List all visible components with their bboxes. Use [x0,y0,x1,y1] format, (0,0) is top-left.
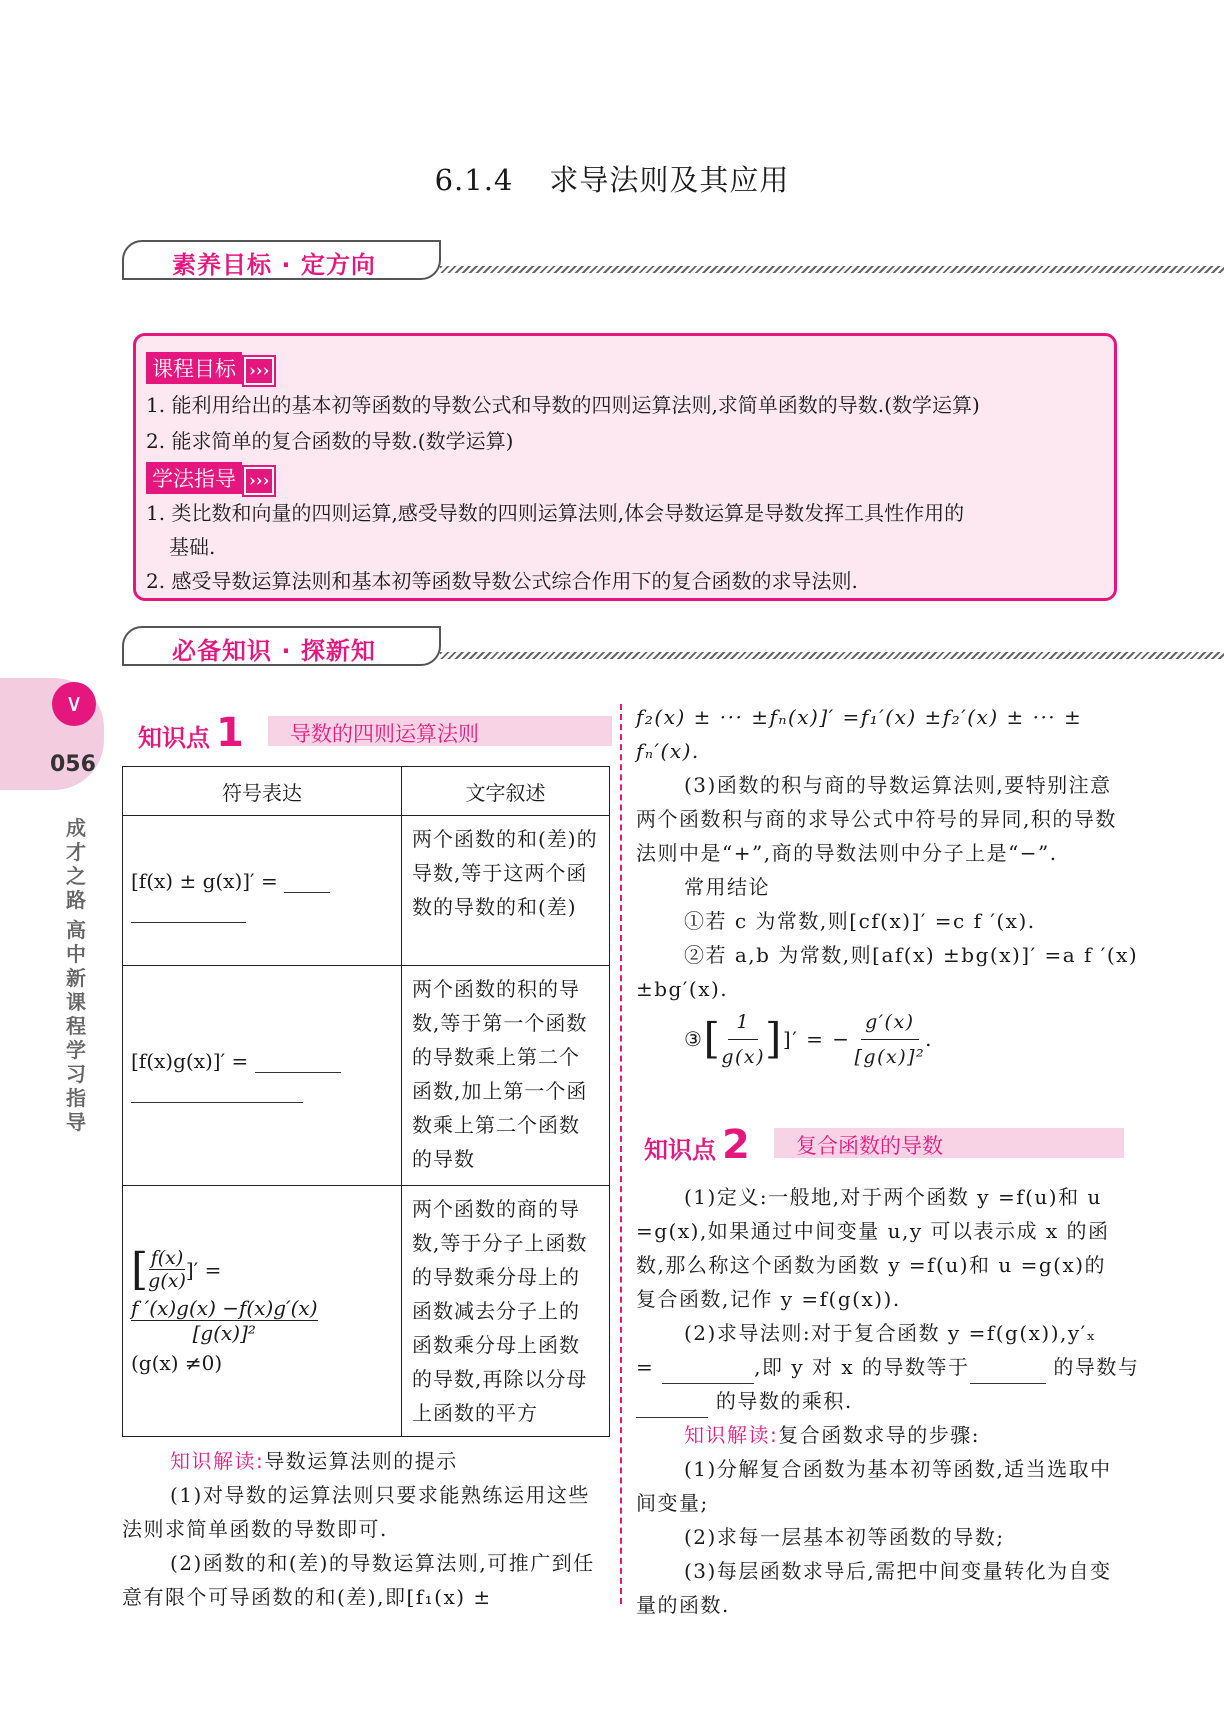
product-rule-expr: [f(x)g(x)]′ = [131,1048,249,1073]
conclusion-3-mid: ]′ = − [782,1027,851,1051]
sum-rule-text: 两个函数的和(差)的导数,等于这两个函数的导数的和(差) [402,816,610,966]
composite-section [636,1180,1140,1622]
kp-number: 2 [722,1122,750,1168]
page-title [0,158,1224,199]
section-header-label: 素养目标 · 定方向 [172,251,376,279]
product-rule-text: 两个函数的积的导数,等于第一个函数的导数乘上第二个函数,加上第一个函数乘上第二个函数的导数 [402,966,610,1186]
frac-den-2: [g(x)]² [854,1045,926,1068]
answer-blank [636,1397,708,1418]
method-guide-1: 1. 类比数和向量的四则运算,感受导数的四则运算法则,体会导数运算是导数发挥工具性作用的 [146,501,965,525]
note-3: (3)函数的积与商的导数运算法则,要特别注意两个函数积与商的求导公式中符号的异同,积的导数法则中是“+”,商的导数法则中分子上是“−”. [636,773,1117,865]
composite-definition: (1)定义:一般地,对于两个函数 y =f(u)和 u =g(x),如果通过中间变量 u,y 可以表示成 x 的函数,那么称这个函数为函数 y =f(u)和 u =g(x)的复合函数,记作 y =f(g(x)). [636,1185,1110,1311]
frac-num: 1 [728,1005,758,1040]
table-row [123,816,610,966]
reading-heading: 复合函数求导的步骤: [778,1423,980,1447]
chevron-right-icon: ››› [244,467,274,495]
sum-rule-expr: [f(x) ± g(x)]′ = [131,868,278,893]
reading-label: 知识解读: [684,1423,779,1447]
section-number: 6.1.4 [434,163,514,197]
sum-rule-continued: f₂(x) ± ··· ±fₙ(x)]′ =f₁′(x) ±f₂′(x) ± ··· ± [636,705,1083,729]
conclusion-3: ③ [ $\frac{1}{g(x)}$ ] ]′ = − $\frac{g'(x)}{\text{[g(x)]²}}$ . [636,1006,1124,1072]
reading-para-1: (1)对导数的运算法则只要求能熟练运用这些法则求简单函数的导数即可. [122,1483,590,1541]
quotient-condition: (g(x) ≠0) [131,1351,223,1375]
right-column [636,700,1139,1072]
course-goal-2: 2. 能求简单的复合函数的导数.(数学运算) [146,429,514,453]
rule-text-end: 的导数与 [1053,1355,1140,1379]
common-conclusion-heading: 常用结论 [684,875,770,899]
hatch-divider [440,266,1224,273]
knowledge-point-2 [644,1122,1134,1168]
frac-den: g(x) [721,1045,766,1068]
rule-text-tail: 的导数的乘积. [715,1389,853,1413]
step-2: (2)求每一层基本初等函数的导数; [684,1525,1005,1549]
method-guide-1-cont: 基础. [169,535,216,559]
frac-num-2: g′(x) [861,1005,919,1040]
reading-para-2: (2)函数的和(差)的导数运算法则,可推广到任意有限个可导函数的和(差),即[f₁(x) ± [122,1551,595,1609]
step-3: (3)每层函数求导后,需把中间变量转化为自变量的函数. [636,1559,1112,1617]
kp-number: 1 [216,710,244,756]
chevron-right-icon: ››› [244,357,274,385]
series-name: 高中新课程学习指导 [66,918,86,1134]
step-1: (1)分解复合函数为基本初等函数,适当选取中间变量; [636,1457,1112,1515]
kp-title: 复合函数的导数 [796,1134,943,1158]
quotient-denominator: [g(x)]² [192,1321,256,1345]
table-header: 文字叙述 [402,767,610,816]
sum-rule-continued-2: fₙ′(x). [636,739,700,763]
kp-title: 导数的四则运算法则 [290,722,479,746]
answer-blank [131,1084,303,1103]
reading-label: 知识解读: [170,1449,265,1473]
rules-table [122,766,610,1437]
chevron-down-icon: ∨ [52,682,96,726]
table-row: [ $\frac{f(x)}{g(x)}$ ]′ = $\frac{f '(x)g(x) -f(x)g'(x)}{\text{[g(x)]²}}$ (g(x) ≠0) 两个函数的商的导数,等于分子上函数的导数乘分母上的函数减去分子上的函数乘分母上函数的导数,再除以分母上函数的平方 [123,1186,610,1437]
method-guide-tag: 学法指导 [146,462,242,494]
kp-label: 知识点 [644,1136,716,1164]
answer-blank [970,1363,1046,1384]
course-goal-tag: 课程目标 [146,352,242,384]
answer-blank [131,904,246,923]
table-header: 符号表达 [123,767,402,816]
knowledge-reading-1 [122,1444,610,1614]
quotient-frac-den: g(x) [148,1270,186,1292]
quotient-frac-num: f(x) [150,1247,184,1269]
answer-blank [662,1363,754,1384]
conclusion-1: ①若 c 为常数,则[cf(x)]′ =c f ′(x). [684,909,1036,933]
book-name: 成才之路 [66,816,86,912]
composite-rule: (2)求导法则:对于复合函数 y =f(g(x)),y′ₓ [684,1321,1097,1345]
conclusion-2: ②若 a,b 为常数,则[af(x) ±bg(x)]′ =a f ′(x) [684,943,1139,967]
conclusion-2-cont: ±bg′(x). [636,977,729,1001]
section-title: 求导法则及其应用 [549,163,790,197]
answer-blank [284,892,330,893]
goals-box [133,333,1117,601]
rule-equals: = [636,1355,655,1379]
table-row [123,966,610,1186]
page-number: 056 [50,752,96,777]
quotient-rule-expr: ]′ = [185,1257,222,1282]
section-header-label: 必备知识 · 探新知 [172,637,376,665]
course-goal-1: 1. 能利用给出的基本初等函数的导数公式和导数的四则运算法则,求简单函数的导数.(数学运算) [146,393,980,417]
quotient-numerator: f ′(x)g(x) −f(x)g′(x) [131,1296,318,1320]
column-divider [620,704,622,1604]
conclusion-3-end: . [925,1027,934,1051]
knowledge-point-1 [138,710,616,756]
conclusion-3-marker: ③ [684,1027,704,1051]
kp-label: 知识点 [138,724,210,752]
rule-text-mid: ,即 y 对 x 的导数等于 [754,1355,970,1379]
answer-blank [255,1072,341,1073]
quotient-rule-text: 两个函数的商的导数,等于分子上函数的导数乘分母上的函数减去分子上的函数乘分母上函数的导数,再除以分母上函数的平方 [402,1186,610,1437]
method-guide-2: 2. 感受导数运算法则和基本初等函数导数公式综合作用下的复合函数的求导法则. [146,569,858,593]
reading-heading: 导数运算法则的提示 [264,1449,458,1473]
hatch-divider [440,652,1224,659]
